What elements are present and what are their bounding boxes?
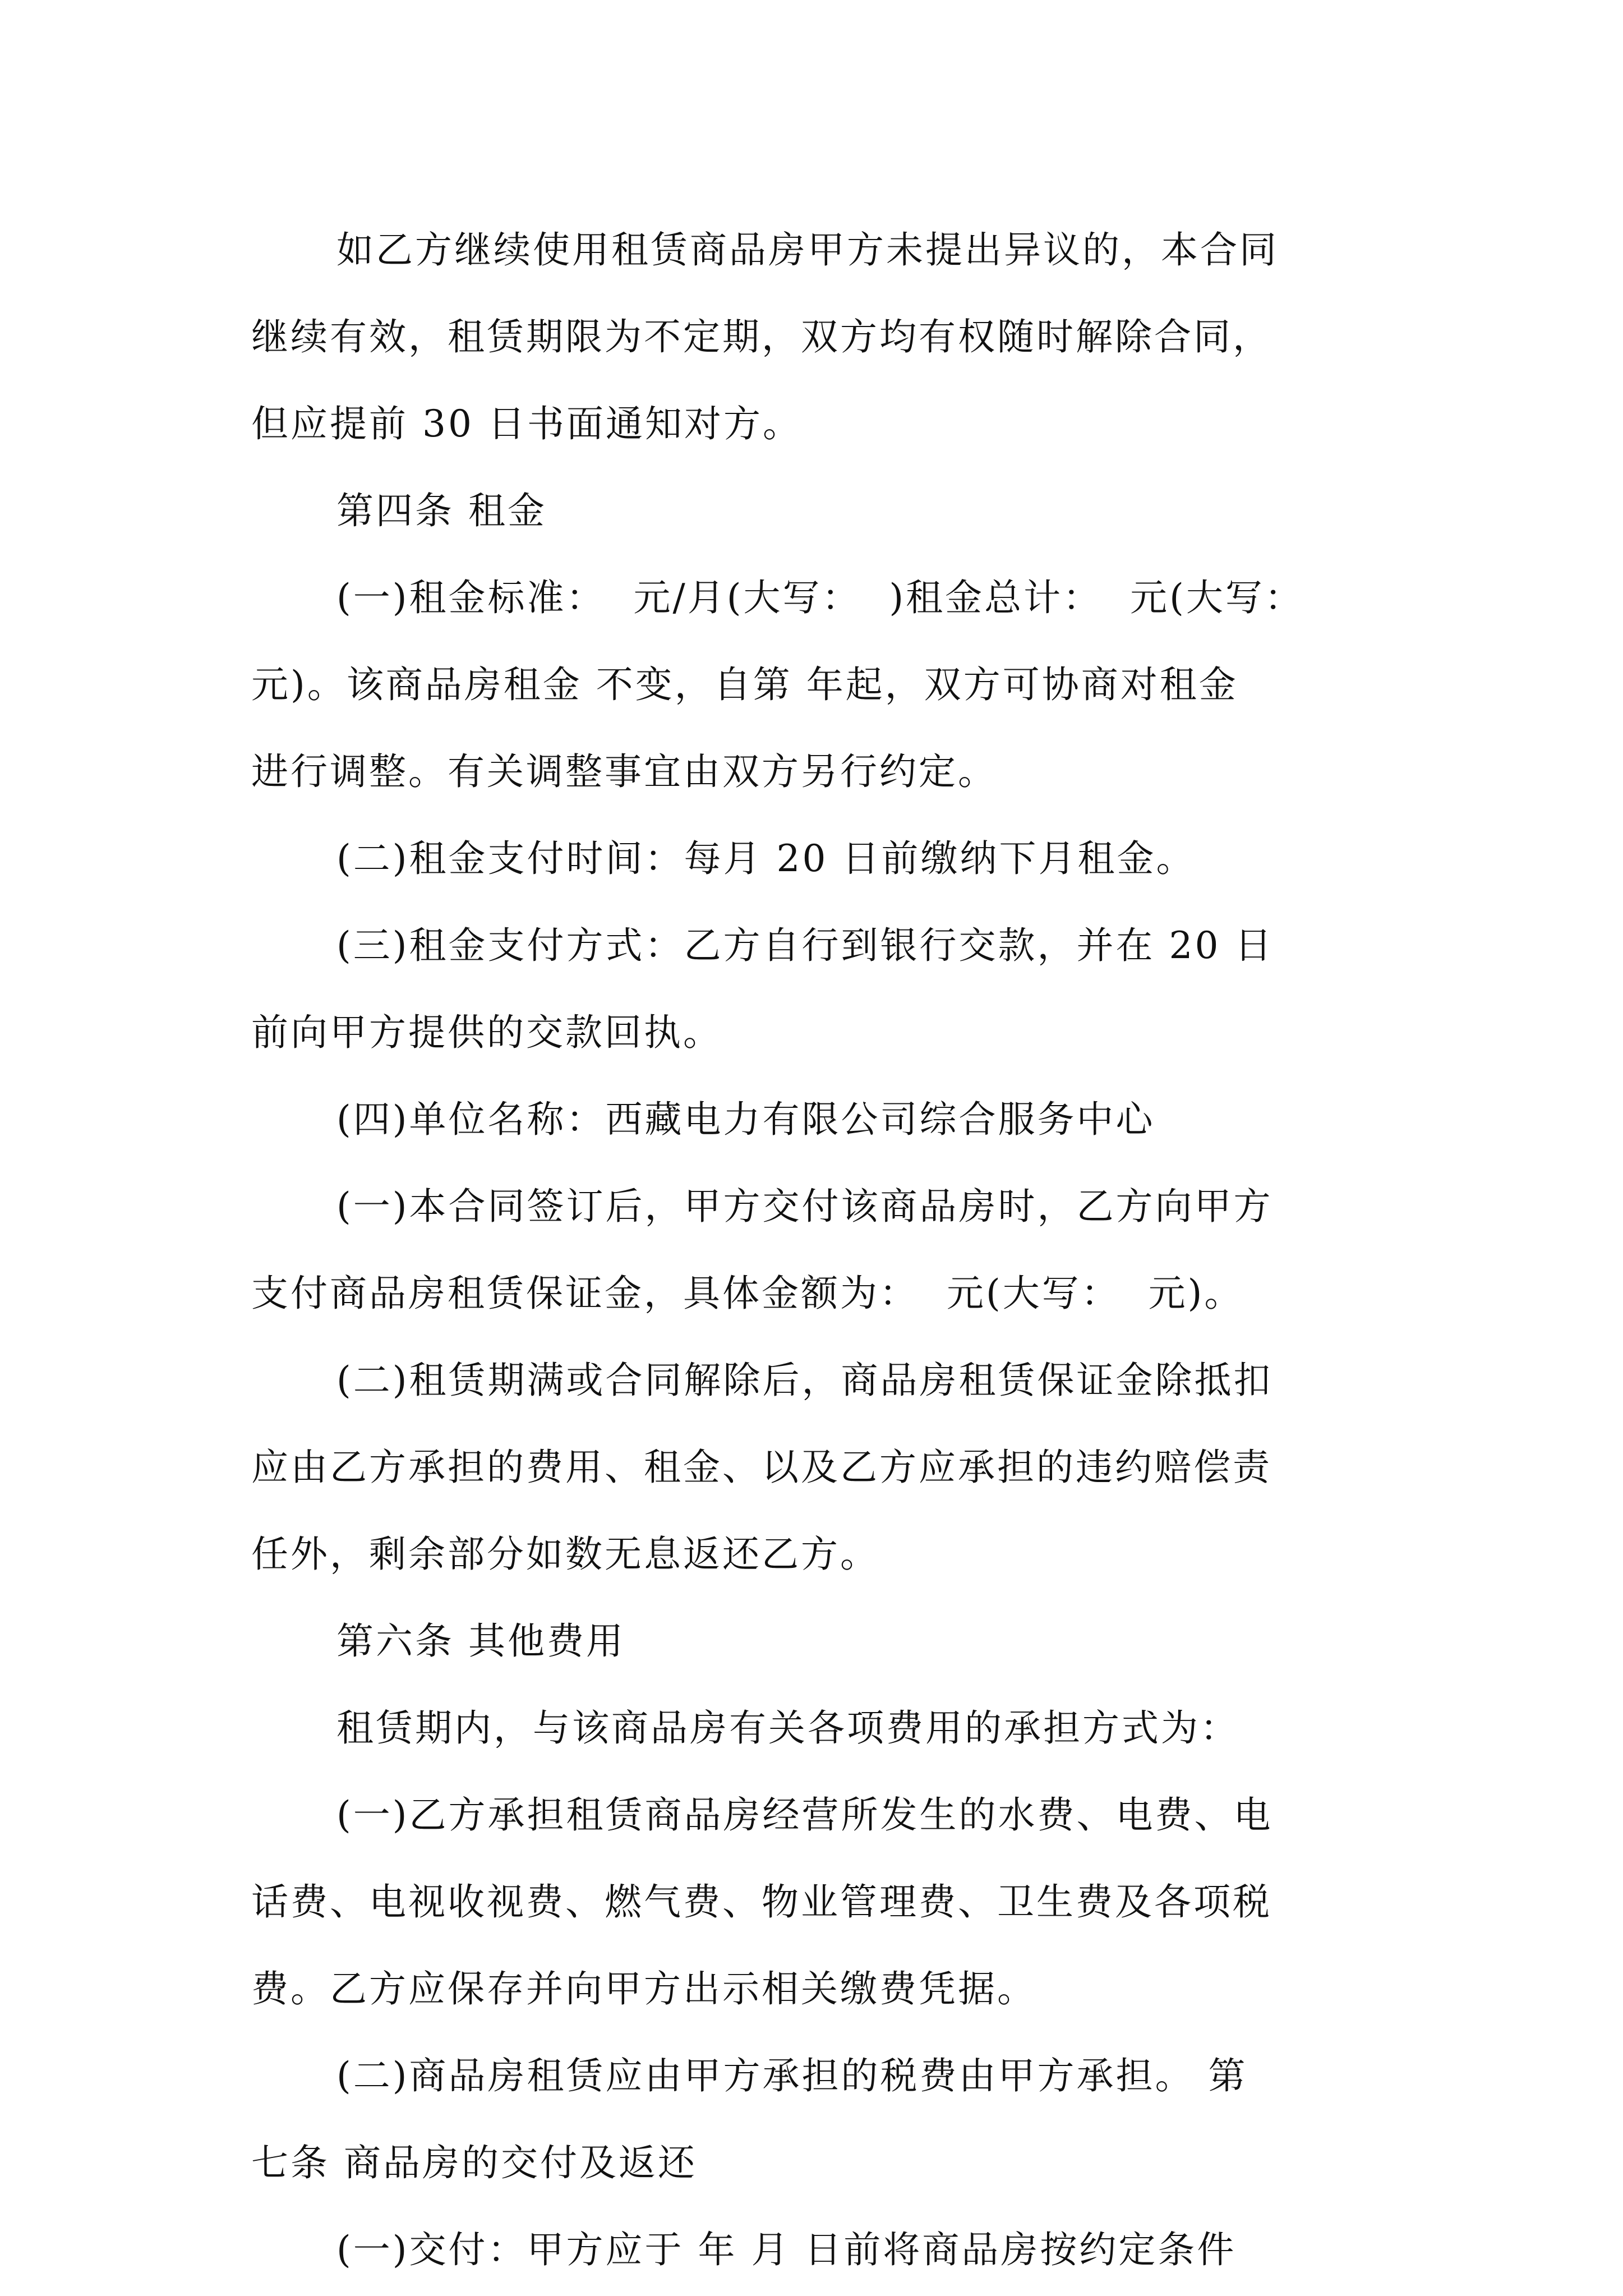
text-line-15: 应由乙方承担的费用、租金、以及乙方应承担的违约赔偿责 — [251, 1446, 1272, 1489]
text-line-6: 元)。该商品房租金 不变，自第 年起，双方可协商对租金 — [251, 663, 1238, 706]
text-line-18: 租赁期内，与该商品房有关各项费用的承担方式为： — [336, 1706, 1239, 1750]
text-line-24: (一)交付：甲方应于 年 月 日前将商品房按约定条件 — [336, 2228, 1237, 2271]
text-line-3: 但应提前 30 日书面通知对方。 — [251, 402, 802, 445]
text-line-5: (一)租金标准： 元/月(大写： )租金总计： 元(大写： — [336, 576, 1304, 619]
text-line-9: (三)租金支付方式：乙方自行到银行交款，并在 20 日 — [336, 924, 1274, 967]
text-line-16: 任外，剩余部分如数无息返还乙方。 — [251, 1533, 879, 1576]
text-line-20: 话费、电视收视费、燃气费、物业管理费、卫生费及各项税 — [251, 1880, 1272, 1924]
text-line-12: (一)本合同签订后，甲方交付该商品房时，乙方向甲方 — [336, 1185, 1273, 1228]
text-line-11: (四)单位名称：西藏电力有限公司综合服务中心 — [336, 1098, 1155, 1141]
text-line-19: (一)乙方承担租赁商品房经营所发生的水费、电费、电 — [336, 1793, 1273, 1837]
text-line-2: 继续有效，租赁期限为不定期，双方均有权随时解除合同， — [251, 315, 1272, 358]
article-7-heading: 七条 商品房的交付及返还 — [251, 2141, 697, 2184]
text-line-21: 费。乙方应保存并向甲方出示相关缴费凭据。 — [251, 1967, 1036, 2010]
text-line-14: (二)租赁期满或合同解除后，商品房租赁保证金除抵扣 — [336, 1359, 1273, 1402]
text-line-13: 支付商品房租赁保证金，具体金额为： 元(大写： 元)。 — [251, 1272, 1244, 1315]
article-6-heading: 第六条 其他费用 — [336, 1619, 625, 1663]
text-line-8: (二)租金支付时间：每月 20 日前缴纳下月租金。 — [336, 837, 1196, 880]
text-line-22: (二)商品房租赁应由甲方承担的税费由甲方承担。 第 — [336, 2054, 1248, 2097]
article-4-heading: 第四条 租金 — [336, 489, 547, 532]
text-line-10: 前向甲方提供的交款回执。 — [251, 1011, 722, 1054]
text-line-7: 进行调整。有关调整事宜由双方另行约定。 — [251, 750, 997, 793]
contract-text — [251, 206, 1390, 2293]
text-line-1: 如乙方继续使用租赁商品房甲方未提出异议的，本合同 — [336, 228, 1279, 272]
